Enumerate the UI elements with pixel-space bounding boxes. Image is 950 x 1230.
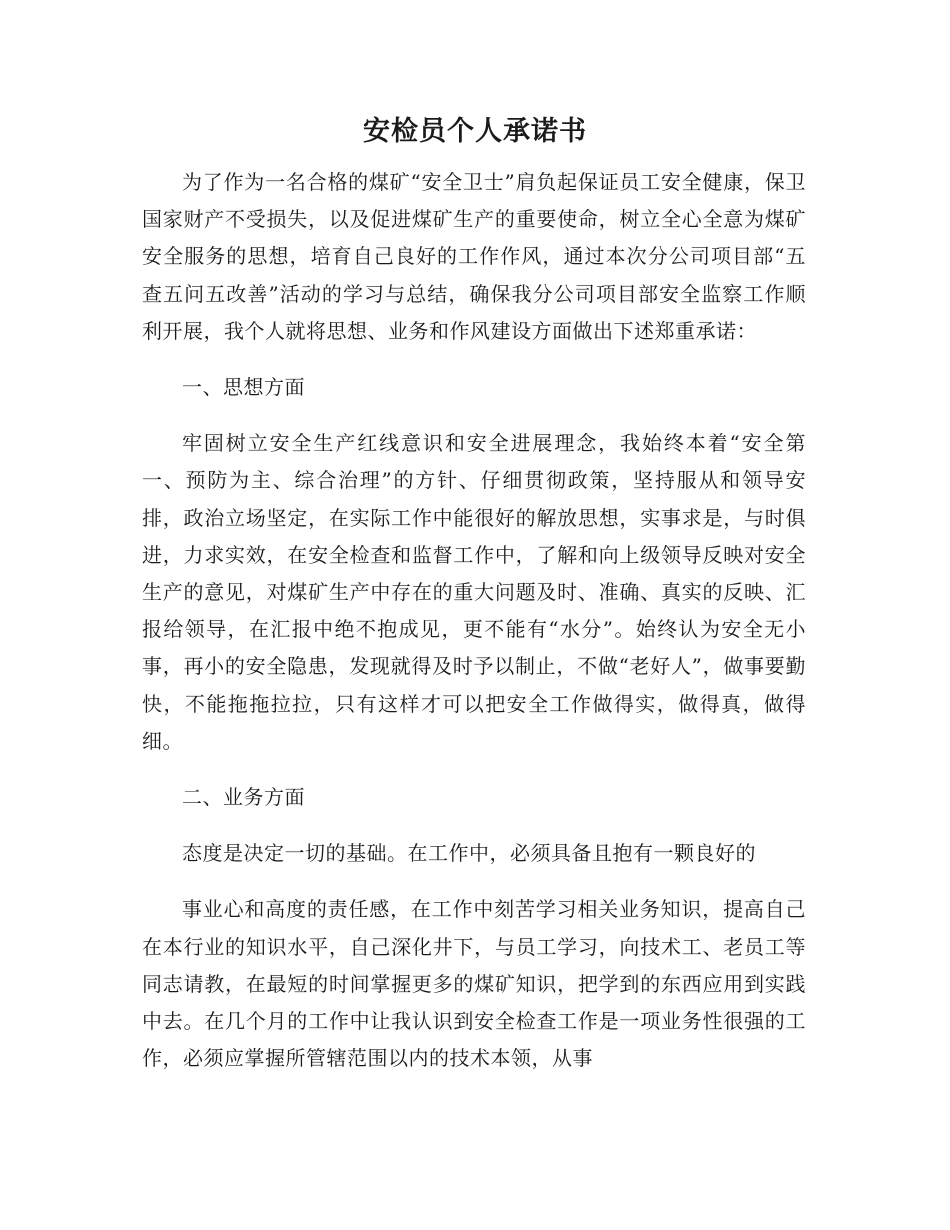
section-paragraph-business-2: 事业心和高度的责任感，在工作中刻苦学习相关业务知识，提高自己在本行业的知识水平，自己深化井下，与员工学习，向技术工、老员工等同志请教，在最短的时间掌握更多的煤矿知识，把学到的东西应用到实践中去。在几个月的工作中让我认识到安全检查工作是一项业务性很强的工作，必须应掌握所管辖范围以内的技术本领，从事 bbox=[142, 897, 806, 1071]
section-paragraph-business-1: 态度是决定一切的基础。在工作中，必须具备且抱有一颗良好的 bbox=[182, 841, 756, 866]
document-body bbox=[142, 164, 806, 1077]
section-heading-thought: 一、思想方面 bbox=[182, 375, 305, 400]
document-title: 安检员个人承诺书 bbox=[363, 116, 587, 147]
section-heading-business: 二、业务方面 bbox=[182, 785, 305, 810]
section-paragraph-thought: 牢固树立安全生产红线意识和安全进展理念，我始终本着“安全第一、预防为主、综合治理”的方针、仔细贯彻政策，坚持服从和领导安排，政治立场坚定，在实际工作中能很好的解放思想，实事求是，与时俱进，力求实效，在安全检查和监督工作中，了解和向上级领导反映对安全生产的意见，对煤矿生产中存在的重大问题及时、准确、真实的反映、汇报给领导，在汇报中绝不抱成见，更不能有“水分”。始终认为安全无小事，再小的安全隐患，发现就得及时予以制止，不做“老好人”，做事要勤快，不能拖拖拉拉，只有这样才可以把安全工作做得实，做得真，做得细。 bbox=[142, 431, 806, 753]
intro-paragraph: 为了作为一名合格的煤矿“安全卫士”肩负起保证员工安全健康，保卫国家财产不受损失，以及促进煤矿生产的重要使命，树立全心全意为煤矿安全服务的思想，培育自己良好的工作作风，通过本次分公司项目部“五查五问五改善”活动的学习与总结，确保我分公司项目部安全监察工作顺利开展，我个人就将思想、业务和作风建设方面做出下述郑重承诺： bbox=[142, 170, 806, 343]
